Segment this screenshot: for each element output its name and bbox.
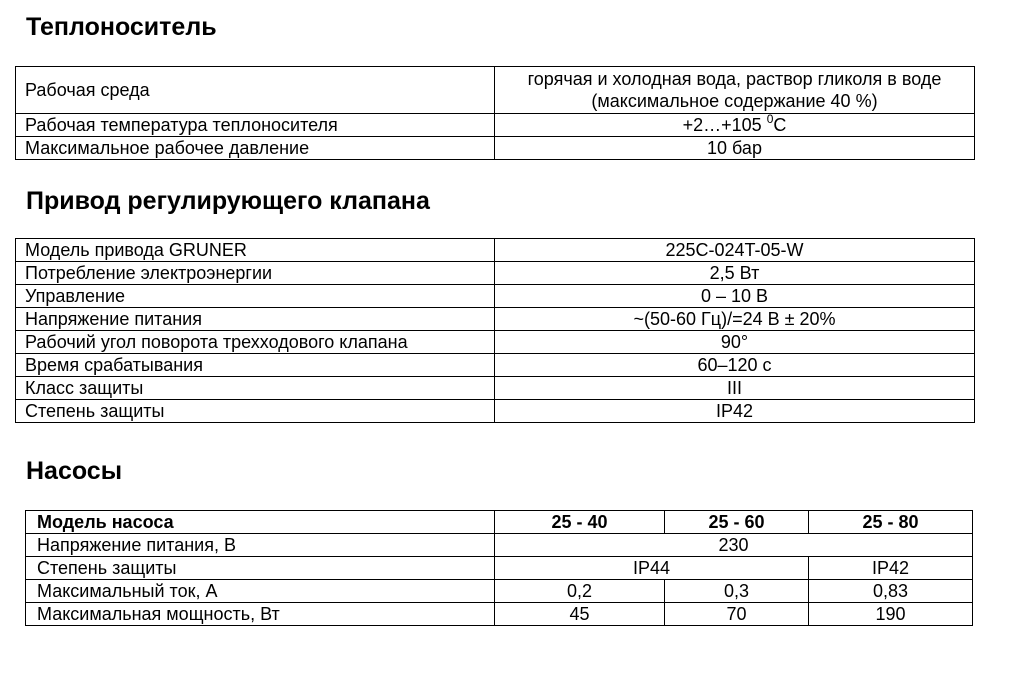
row-value: 2,5 Вт [495, 262, 975, 285]
table-row [16, 377, 975, 400]
row-value: IP42 [495, 400, 975, 423]
pump-model-25-80: 25 - 80 [809, 511, 973, 534]
table-header-row [26, 511, 973, 534]
pump-model-25-60: 25 - 60 [665, 511, 809, 534]
row-value: 70 [665, 603, 809, 626]
row-value: 0,3 [665, 580, 809, 603]
table-row [26, 534, 973, 557]
table-row [16, 239, 975, 262]
row-label: Модель привода GRUNER [16, 239, 495, 262]
row-label: Степень защиты [26, 557, 495, 580]
table-row [26, 580, 973, 603]
row-label: Степень защиты [16, 400, 495, 423]
table-row [16, 354, 975, 377]
table-row [16, 285, 975, 308]
row-value: 90° [495, 331, 975, 354]
table-row [16, 308, 975, 331]
degree-mark: 0 [766, 113, 774, 126]
table-row [16, 262, 975, 285]
coolant-table [15, 66, 975, 160]
row-value: 10 бар [495, 137, 975, 160]
row-value: III [495, 377, 975, 400]
row-label: Максимальное рабочее давление [16, 137, 495, 160]
actuator-table [15, 238, 975, 423]
table-row [16, 114, 975, 137]
row-label: Класс защиты [16, 377, 495, 400]
row-value: 225C-024T-05-W [495, 239, 975, 262]
row-value [495, 114, 975, 137]
row-label: Напряжение питания, В [26, 534, 495, 557]
pump-model-25-40: 25 - 40 [495, 511, 665, 534]
table-row [16, 67, 975, 114]
header-label: Модель насоса [26, 511, 495, 534]
row-label: Максимальный ток, А [26, 580, 495, 603]
pumps-table [25, 510, 973, 626]
table-row [26, 557, 973, 580]
row-value: 190 [809, 603, 973, 626]
row-label: Управление [16, 285, 495, 308]
table-row [26, 603, 973, 626]
row-value: 0,83 [809, 580, 973, 603]
row-label: Рабочий угол поворота трехходового клапана [16, 331, 495, 354]
row-label: Время срабатывания [16, 354, 495, 377]
row-label: Рабочая среда [16, 67, 495, 114]
row-label: Напряжение питания [16, 308, 495, 331]
row-value: 45 [495, 603, 665, 626]
table-row [16, 331, 975, 354]
row-value: 0 – 10 В [495, 285, 975, 308]
coolant-heading: Теплоноситель [26, 13, 217, 41]
pumps-heading: Насосы [26, 457, 123, 485]
row-value: IP44 [495, 557, 809, 580]
row-value: IP42 [809, 557, 973, 580]
row-value: 60–120 с [495, 354, 975, 377]
temperature-range: +2…+105 [682, 114, 767, 135]
row-label: Рабочая температура теплоносителя [16, 114, 495, 137]
row-value: ~(50-60 Гц)/=24 В ± 20% [495, 308, 975, 331]
row-label: Максимальная мощность, Вт [26, 603, 495, 626]
table-row [16, 137, 975, 160]
actuator-heading: Привод регулирующего клапана [26, 187, 430, 215]
table-row [16, 400, 975, 423]
row-value: 230 [495, 534, 973, 557]
row-value: горячая и холодная вода, раствор гликоля в воде (максимальное содержание 40 %) [495, 67, 975, 114]
row-label: Потребление электроэнергии [16, 262, 495, 285]
row-value: 0,2 [495, 580, 665, 603]
temperature-unit: C [773, 114, 787, 135]
